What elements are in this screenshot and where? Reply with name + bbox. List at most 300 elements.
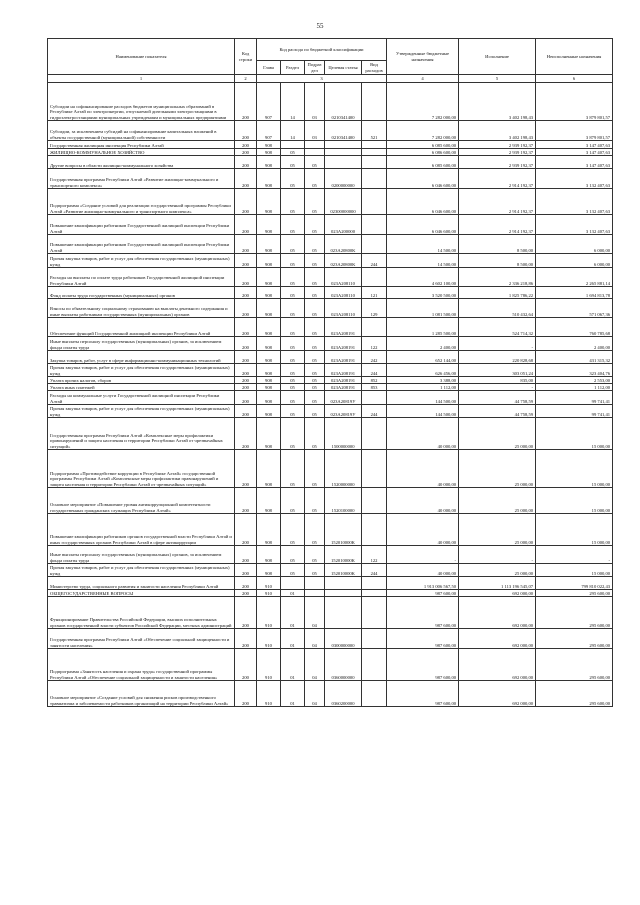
expense-type-code: 853 [362,384,387,391]
column-number: 3 [257,75,387,83]
indicator-name: Уплата прочих налогов, сборов [48,377,235,384]
target-article-code: 023A20800K [325,235,362,254]
expense-type-code [362,268,387,287]
subsection-code: 04 [305,597,325,629]
unexecuted-amount: 295 600,00 [536,629,613,649]
subsection-code: 05 [305,254,325,268]
expense-type-code [362,418,387,450]
chapter-code: 908 [257,268,281,287]
target-article-code [325,577,362,590]
header-unexecuted: Неисполненные назначения [536,39,613,75]
chapter-code: 908 [257,254,281,268]
section-code: 05 [281,149,305,156]
section-code: 05 [281,450,305,488]
section-code: 05 [281,254,305,268]
subsection-code: 05 [305,299,325,318]
line-code: 200 [235,299,257,318]
expense-type-code [362,189,387,215]
section-code: 05 [281,337,305,351]
indicator-name: Государственная жилищная инспекция Республики Алтай [48,141,235,149]
expense-type-code [362,141,387,149]
header-section: Раздел [281,61,305,75]
target-article-code: 023A20819У [325,405,362,418]
chapter-code: 908 [257,287,281,299]
header-budget-classification: Код расхода по бюджетной классификации [257,39,387,61]
approved-amount: 3 520 500,00 [387,287,459,299]
indicator-name: Субсидии на софинансирование расходов бюджетов муниципальных образований в Республике Алтай по электроэнергии, отпускаемой дизельными электростанциями в гидроэлектростанциями муниципальных учреждениям и муниципальных предприятиями [48,83,235,121]
table-row [48,364,613,377]
target-article-code [325,156,362,169]
header-target-article: Целевая статья [325,61,362,75]
subsection-code: 05 [305,169,325,189]
indicator-name: Расходы на выплаты по оплате труда работников Государственной жилищной инспекции Республики Алтай [48,268,235,287]
unexecuted-amount: 2 553,00 [536,377,613,384]
page-number: 55 [316,22,324,30]
unexecuted-amount: 15 000,00 [536,564,613,577]
target-article-code: 023A20800K [325,254,362,268]
column-number: 2 [235,75,257,83]
indicator-name: Иные выплаты персоналу государственных (муниципальных) органов, за исключением фонда оплаты труда [48,337,235,351]
expense-type-code [362,149,387,156]
section-code: 05 [281,215,305,235]
table-row [48,254,613,268]
section-code: 05 [281,351,305,364]
chapter-code: 907 [257,83,281,121]
expense-type-code: 852 [362,377,387,384]
indicator-name: Субсидии, за исключением субсидий на софинансирование капитальных вложений в объекты государственной (муниципальной) собственности [48,121,235,141]
table-row [48,156,613,169]
line-code: 200 [235,391,257,405]
indicator-name: Функционирование Правительства Российской Федерации, высших исполнительных органов государственной власти субъектов Российской Федерации, местных администраций [48,597,235,629]
section-code: 05 [281,156,305,169]
target-article-code: 0360200000 [325,681,362,707]
subsection-code [305,149,325,156]
executed-amount: 692 000,00 [459,681,536,707]
executed-amount: 25 000,00 [459,450,536,488]
subsection-code: 05 [305,215,325,235]
header-chapter: Глава [257,61,281,75]
section-code: 05 [281,318,305,337]
executed-amount: 692 000,00 [459,629,536,649]
approved-amount: 40 000,00 [387,488,459,514]
table-row [48,391,613,405]
unexecuted-amount: 15 000,00 [536,488,613,514]
target-article-code [325,149,362,156]
approved-amount: 626 456,00 [387,364,459,377]
line-code: 200 [235,649,257,681]
executed-amount: 3 402 198,43 [459,121,536,141]
expense-type-code [362,83,387,121]
line-code: 200 [235,254,257,268]
unexecuted-amount: 3 147 407,63 [536,156,613,169]
section-code: 01 [281,681,305,707]
table-row [48,141,613,149]
indicator-name: Прочая закупка товаров, работ и услуг для обеспечения государственных (муниципальных) нужд [48,405,235,418]
executed-amount: 2 336 218,86 [459,268,536,287]
table-row [48,318,613,337]
unexecuted-amount: 760 785,68 [536,318,613,337]
header-expense-type: Вид расходов [362,61,387,75]
subsection-code: 05 [305,546,325,564]
chapter-code: 908 [257,156,281,169]
subsection-code: 05 [305,364,325,377]
expense-type-code [362,488,387,514]
chapter-code: 908 [257,450,281,488]
table-row [48,83,613,121]
line-code: 200 [235,546,257,564]
chapter-code: 908 [257,189,281,215]
expense-type-code [362,235,387,254]
indicator-name: Прочая закупка товаров, работ и услуг для обеспечения государственных (муниципальных) нужд [48,254,235,268]
table-row [48,418,613,450]
approved-amount: 144 500,00 [387,405,459,418]
expense-type-code [362,597,387,629]
approved-amount: 987 600,00 [387,590,459,597]
target-article-code: 0360000000 [325,649,362,681]
unexecuted-amount: 295 600,00 [536,681,613,707]
indicator-name: ОБЩЕГОСУДАРСТВЕННЫЕ ВОПРОСЫ [48,590,235,597]
expense-type-code [362,156,387,169]
approved-amount: 4 602 100,00 [387,268,459,287]
expense-type-code [362,318,387,337]
indicator-name: Уплата иных платежей [48,384,235,391]
expense-type-code: 242 [362,351,387,364]
table-row [48,287,613,299]
subsection-code: 05 [305,450,325,488]
subsection-code: 05 [305,318,325,337]
unexecuted-amount: 3 879 801,57 [536,83,613,121]
expense-type-code: 121 [362,287,387,299]
approved-amount: 7 282 000,00 [387,121,459,141]
section-code: 05 [281,268,305,287]
unexecuted-amount: 15 000,00 [536,514,613,546]
expense-type-code [362,215,387,235]
executed-amount: 510 432,64 [459,299,536,318]
chapter-code: 908 [257,364,281,377]
subsection-code: 04 [305,649,325,681]
line-code: 200 [235,377,257,384]
expense-type-code [362,649,387,681]
approved-amount: 1 112,00 [387,384,459,391]
indicator-name: Расходы на коммунальные услуги Государственной жилищной инспекции Республики Алтай [48,391,235,405]
line-code: 200 [235,141,257,149]
subsection-code: 05 [305,488,325,514]
executed-amount: - [459,384,536,391]
line-code: 200 [235,215,257,235]
unexecuted-amount: 571 067,36 [536,299,613,318]
expense-type-code [362,391,387,405]
section-code: 01 [281,597,305,629]
indicator-name: Повышение квалификации работников органов государственной власти Республики Алтай и иных государственных органов Республики Алтай в сфере антикоррупции [48,514,235,546]
target-article-code: 023A208191 [325,384,362,391]
expense-type-code [362,450,387,488]
executed-amount: 835,00 [459,377,536,384]
executed-amount: 2 914 192,37 [459,215,536,235]
unexecuted-amount: 3 132 407,63 [536,215,613,235]
chapter-code: 908 [257,488,281,514]
unexecuted-amount: 295 600,00 [536,590,613,597]
target-article-code: 023A208191 [325,364,362,377]
section-code: 14 [281,83,305,121]
section-code: 05 [281,287,305,299]
expense-type-code: 244 [362,564,387,577]
chapter-code: 908 [257,546,281,564]
approved-amount: 14 500,00 [387,235,459,254]
line-code: 200 [235,450,257,488]
line-code: 200 [235,149,257,156]
target-article-code: 023A200000 [325,215,362,235]
subsection-code: 05 [305,156,325,169]
section-code: 05 [281,418,305,450]
unexecuted-amount: 2 265 881,14 [536,268,613,287]
section-code: 05 [281,377,305,384]
expense-type-code: 244 [362,254,387,268]
table-body [48,83,613,707]
header-executed: Исполнение [459,39,536,75]
chapter-code: 908 [257,337,281,351]
subsection-code: 04 [305,681,325,707]
chapter-code: 908 [257,351,281,364]
table-row [48,337,613,351]
executed-amount: 303 051,24 [459,364,536,377]
executed-amount: 692 000,00 [459,590,536,597]
approved-amount: 1 081 500,00 [387,299,459,318]
indicator-name: Министерство труда, социального развития и занятости населения Республики Алтай [48,577,235,590]
header-indicator: Наименование показателя [48,39,235,75]
approved-amount: 7 282 000,00 [387,83,459,121]
unexecuted-amount: 323 404,76 [536,364,613,377]
section-code: 05 [281,235,305,254]
header-approved: Утвержденные бюджетные назначения [387,39,459,75]
expense-type-code [362,577,387,590]
indicator-name: Государственная программа Республики Алтай «Обеспечение социальной защищенности и занятости населения» [48,629,235,649]
line-code: 200 [235,384,257,391]
subsection-code: 05 [305,384,325,391]
executed-amount: 25 000,00 [459,488,536,514]
chapter-code: 908 [257,405,281,418]
approved-amount: - [387,546,459,564]
line-code: 200 [235,514,257,546]
unexecuted-amount: 799 810 022,43 [536,577,613,590]
target-article-code [325,141,362,149]
line-code: 200 [235,418,257,450]
chapter-code: 908 [257,377,281,384]
line-code: 200 [235,405,257,418]
table-row [48,235,613,254]
indicator-name: Государственная программа Республики Алтай «Комплексные меры профилактики правонарушений и защита населения и территории Республики Алтай от чрезвычайных ситуаций» [48,418,235,450]
section-code: 05 [281,564,305,577]
line-code: 200 [235,337,257,351]
indicator-name: Прочая закупка товаров, работ и услуг для обеспечения государственных (муниципальных) нужд [48,364,235,377]
target-article-code: 1520100000 [325,488,362,514]
approved-amount: 40 000,00 [387,418,459,450]
line-code: 200 [235,268,257,287]
table-row [48,577,613,590]
target-article-code: 023A208191 [325,351,362,364]
table-row [48,149,613,156]
table-row [48,597,613,629]
target-article-code: 02300000000 [325,189,362,215]
chapter-code: 908 [257,215,281,235]
indicator-name: Другие вопросы в области жилищно-коммунального хозяйства [48,156,235,169]
column-number: 5 [459,75,536,83]
subsection-code: 05 [305,418,325,450]
subsection-code: 05 [305,564,325,577]
approved-amount: 6 086 600,00 [387,149,459,156]
subsection-code: 05 [305,391,325,405]
table-row [48,384,613,391]
approved-amount: 6 046 600,00 [387,169,459,189]
subsection-code [305,577,325,590]
expense-type-code: 521 [362,121,387,141]
unexecuted-amount: 3 879 801,57 [536,121,613,141]
executed-amount: - [459,337,536,351]
section-code: 05 [281,189,305,215]
section-code: 01 [281,629,305,649]
target-article-code: 023A208110 [325,287,362,299]
target-article-code: 0300000000 [325,629,362,649]
chapter-code: 908 [257,141,281,149]
executed-amount: 692 000,00 [459,649,536,681]
executed-amount: 8 500,00 [459,254,536,268]
line-code: 200 [235,156,257,169]
approved-amount: 144 500,00 [387,391,459,405]
target-article-code: 0210341400 [325,83,362,121]
section-code: 14 [281,121,305,141]
executed-amount: - [459,546,536,564]
header-subsection: Подраз дел [305,61,325,75]
subsection-code: 05 [305,235,325,254]
approved-amount: 987 600,00 [387,649,459,681]
column-number: 4 [387,75,459,83]
chapter-code: 908 [257,384,281,391]
expense-type-code: 122 [362,546,387,564]
target-article-code [325,597,362,629]
executed-amount: 2 914 192,37 [459,169,536,189]
target-article-code: 152010000K [325,546,362,564]
table-row [48,299,613,318]
line-code: 200 [235,121,257,141]
chapter-code: 908 [257,149,281,156]
line-code: 200 [235,351,257,364]
table-row [48,215,613,235]
unexecuted-amount: 2 400,00 [536,337,613,351]
executed-amount: 1 113 196 545,07 [459,577,536,590]
target-article-code: 1500000000 [325,418,362,450]
unexecuted-amount: 6 000,00 [536,235,613,254]
header-line-code: Код строки [235,39,257,75]
executed-amount: 2 939 192,37 [459,141,536,149]
approved-amount: 6 046 600,00 [387,189,459,215]
line-code: 200 [235,488,257,514]
table-row [48,450,613,488]
line-code: 200 [235,189,257,215]
indicator-name: Основное мероприятие «Повышение уровня антикоррупционной компетентности государственных гражданских служащих Республики Алтай» [48,488,235,514]
executed-amount: 1 825 786,22 [459,287,536,299]
target-article-code: 1520000000 [325,450,362,488]
approved-amount: 40 000,00 [387,450,459,488]
subsection-code [305,141,325,149]
line-code: 200 [235,597,257,629]
target-article-code: 023A208191 [325,377,362,384]
table-row [48,377,613,384]
expense-type-code [362,629,387,649]
chapter-code: 908 [257,391,281,405]
unexecuted-amount: 3 132 407,63 [536,189,613,215]
section-code: 05 [281,384,305,391]
table-row [48,649,613,681]
executed-amount: 25 000,00 [459,418,536,450]
indicator-name: Подпрограмма «Противодействие коррупции в Республике Алтай» государственной программы Республики Алтай «Комплексные меры профилактики правонарушений и защита населения и территории Республики Алтай от чрезвычайных ситуаций» [48,450,235,488]
indicator-name: Фонд оплаты труда государственных (муниципальных) органов [48,287,235,299]
subsection-code: 03 [305,83,325,121]
unexecuted-amount: 15 000,00 [536,450,613,488]
executed-amount: 2 939 192,37 [459,156,536,169]
expense-type-code: 244 [362,364,387,377]
target-article-code: 152010000K [325,564,362,577]
table-row [48,268,613,287]
budget-execution-table [47,38,613,707]
chapter-code: 908 [257,318,281,337]
approved-amount: 987 600,00 [387,597,459,629]
expense-type-code [362,514,387,546]
unexecuted-amount: 295 600,00 [536,597,613,629]
approved-amount: 40 000,00 [387,564,459,577]
executed-amount: 3 402 198,43 [459,83,536,121]
indicator-name: Повышение квалификации работников Государственной жилищной инспекции Республики Алтай [48,215,235,235]
target-article-code: 023A208110 [325,268,362,287]
line-code: 200 [235,564,257,577]
target-article-code: 0200000000 [325,169,362,189]
approved-amount: 987 600,00 [387,629,459,649]
expense-type-code: 244 [362,405,387,418]
line-code: 200 [235,590,257,597]
line-code: 200 [235,629,257,649]
indicator-name: Подпрограмма «Создание условий для реализации государственной программы Республики Алтай «Развитие жилищно-коммунального и транспортного комплекса» [48,189,235,215]
unexecuted-amount: 99 741,41 [536,391,613,405]
section-code [281,577,305,590]
subsection-code: 05 [305,337,325,351]
section-code: 05 [281,488,305,514]
indicator-name: Прочая закупка товаров, работ и услуг для обеспечения государственных (муниципальных) нужд [48,564,235,577]
unexecuted-amount: 6 000,00 [536,254,613,268]
table-row [48,514,613,546]
section-code [281,141,305,149]
subsection-code [305,590,325,597]
indicator-name: Обеспечение функций Государственной жилищной инспекции Республики Алтай [48,318,235,337]
column-number: 1 [48,75,235,83]
indicator-name: Закупка товаров, работ, услуг в сфере информационно-коммуникационных технологий [48,351,235,364]
table-row [48,629,613,649]
table-row [48,351,613,364]
table-row [48,121,613,141]
expense-type-code [362,681,387,707]
expense-type-code: 129 [362,299,387,318]
unexecuted-amount: 99 741,41 [536,405,613,418]
subsection-code: 05 [305,189,325,215]
section-code: 01 [281,590,305,597]
unexecuted-amount: 15 000,00 [536,418,613,450]
subsection-code: 05 [305,268,325,287]
indicator-name: Иные выплаты персоналу государственных (муниципальных) органов, за исключением фонда оплаты труда [48,546,235,564]
unexecuted-amount: 3 147 407,63 [536,149,613,156]
approved-amount: 40 000,00 [387,514,459,546]
table-row [48,189,613,215]
chapter-code: 910 [257,629,281,649]
executed-amount: 25 000,00 [459,514,536,546]
table-row [48,546,613,564]
approved-amount: 6 085 600,00 [387,141,459,149]
